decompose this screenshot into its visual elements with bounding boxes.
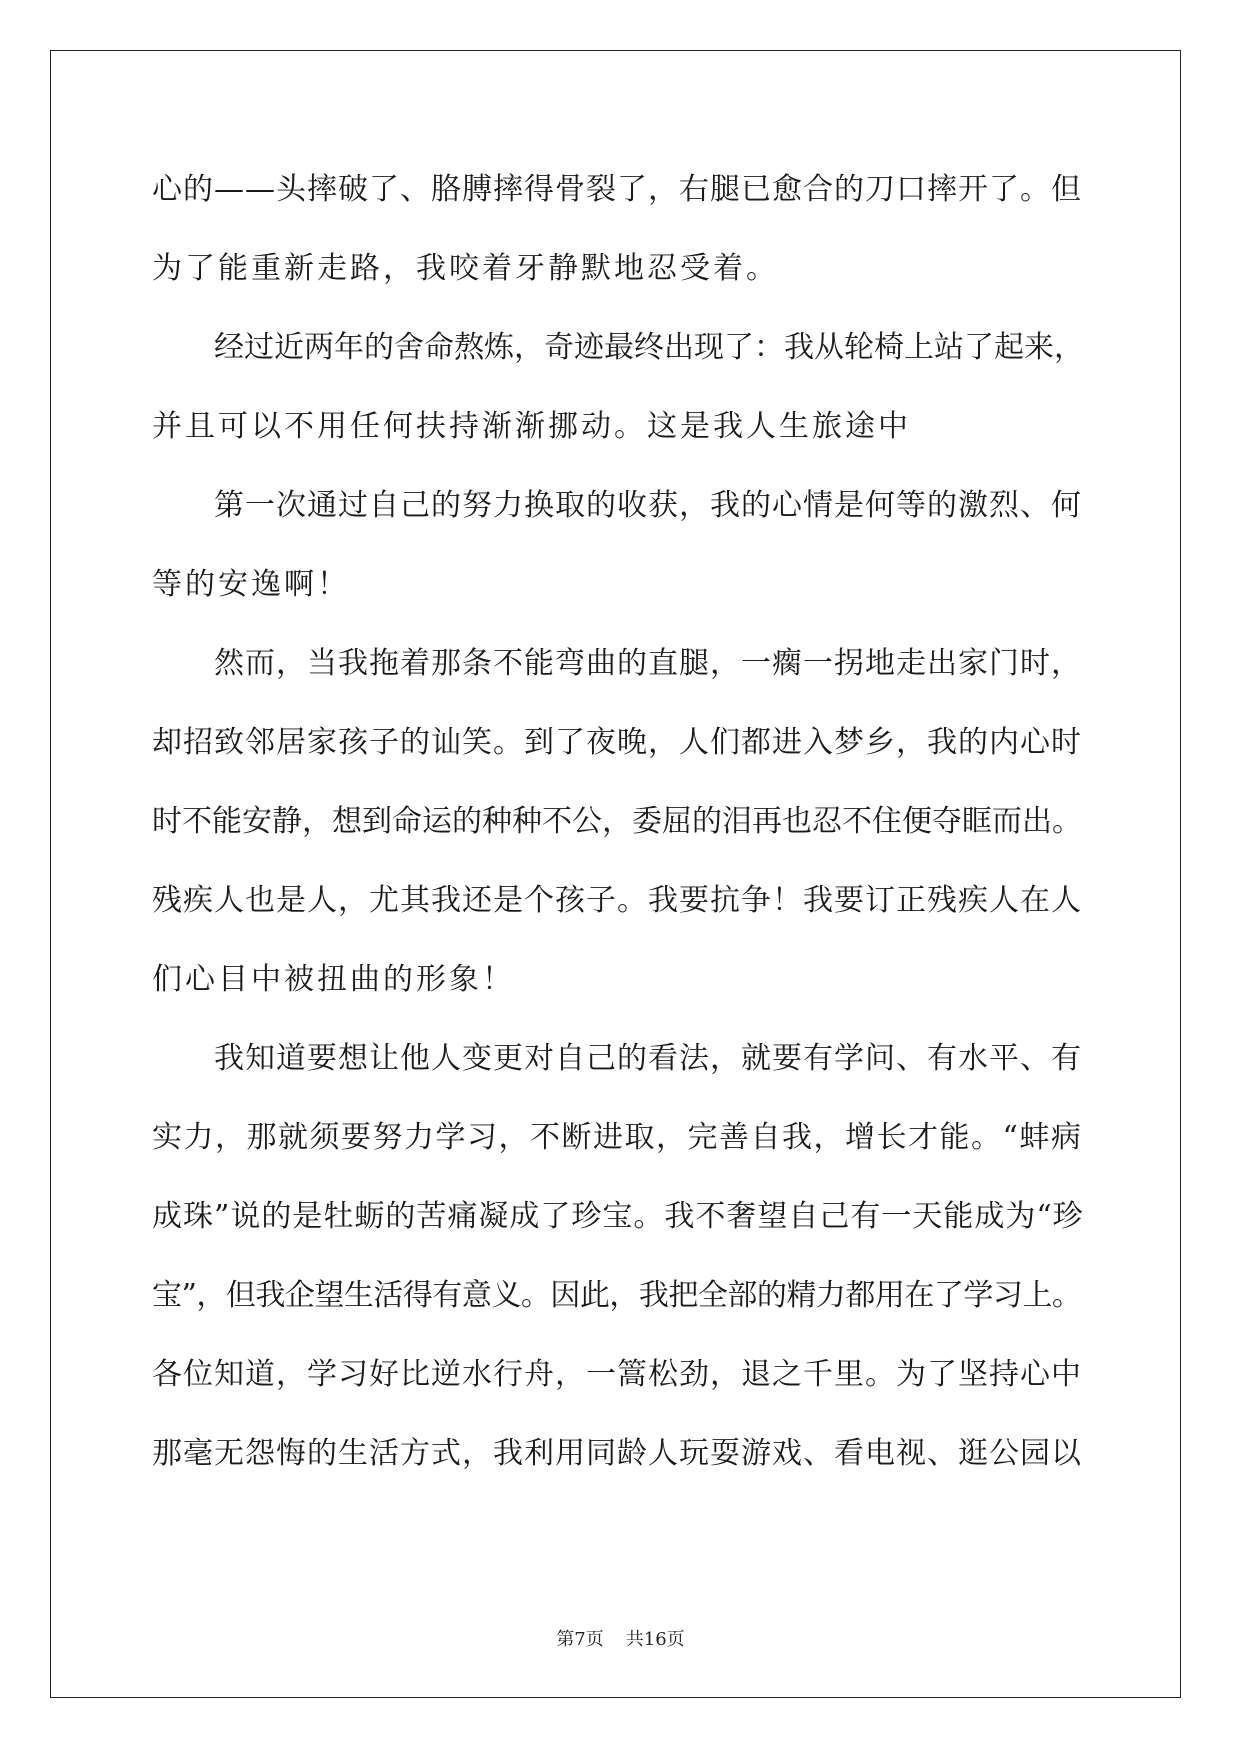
text-line: 实力，那就须要努力学习，不断进取，完善自我，增长才能。“蚌病	[152, 1120, 1083, 1155]
text-line: 却招致邻居家孩子的讪笑。到了夜晚，人们都进入梦乡，我的内心时	[152, 725, 1082, 760]
text-line: 宝”，但我企望生活得有意义。因此，我把全部的精力都用在了学习上。	[152, 1278, 1082, 1313]
text-line: 然而，当我拖着那条不能弯曲的直腿，一瘸一拐地走出家门时，	[214, 646, 1082, 681]
text-line: 心的——头摔破了、胳膊摔得骨裂了，右腿已愈合的刀口摔开了。但	[152, 172, 1082, 207]
text-line: 时不能安静，想到命运的种种不公，委屈的泪再也忍不住便夺眶而出。	[152, 804, 1082, 839]
page-footer	[0, 1625, 1241, 1651]
text-line: 成珠”说的是牡蛎的苦痛凝成了珍宝。我不奢望自己有一天能成为“珍	[152, 1199, 1084, 1234]
page-number: 第7页	[556, 1629, 604, 1650]
text-line: 为了能重新走路，我咬着牙静默地忍受着。	[152, 251, 779, 286]
text-line: 残疾人也是人，尤其我还是个孩子。我要抗争！我要订正残疾人在人	[152, 883, 1082, 918]
text-line: 我知道要想让他人变更对自己的看法，就要有学问、有水平、有	[214, 1041, 1082, 1076]
page-total: 共16页	[625, 1629, 685, 1650]
text-line: 各位知道，学习好比逆水行舟，一篙松劲，退之千里。为了坚持心中	[152, 1357, 1082, 1392]
document-body	[152, 160, 1092, 1503]
text-line: 们心目中被扭曲的形象！	[152, 962, 515, 997]
text-line: 经过近两年的舍命熬炼，奇迹最终出现了：我从轮椅上站了起来，	[214, 330, 1084, 365]
text-line: 第一次通过自己的努力换取的收获，我的心情是何等的激烈、何	[214, 488, 1082, 523]
text-line: 等的安逸啊！	[152, 567, 350, 602]
text-line: 那毫无怨悔的生活方式，我利用同龄人玩耍游戏、看电视、逛公园以	[152, 1436, 1082, 1471]
text-line: 并且可以不用任何扶持渐渐挪动。这是我人生旅途中	[152, 409, 911, 444]
